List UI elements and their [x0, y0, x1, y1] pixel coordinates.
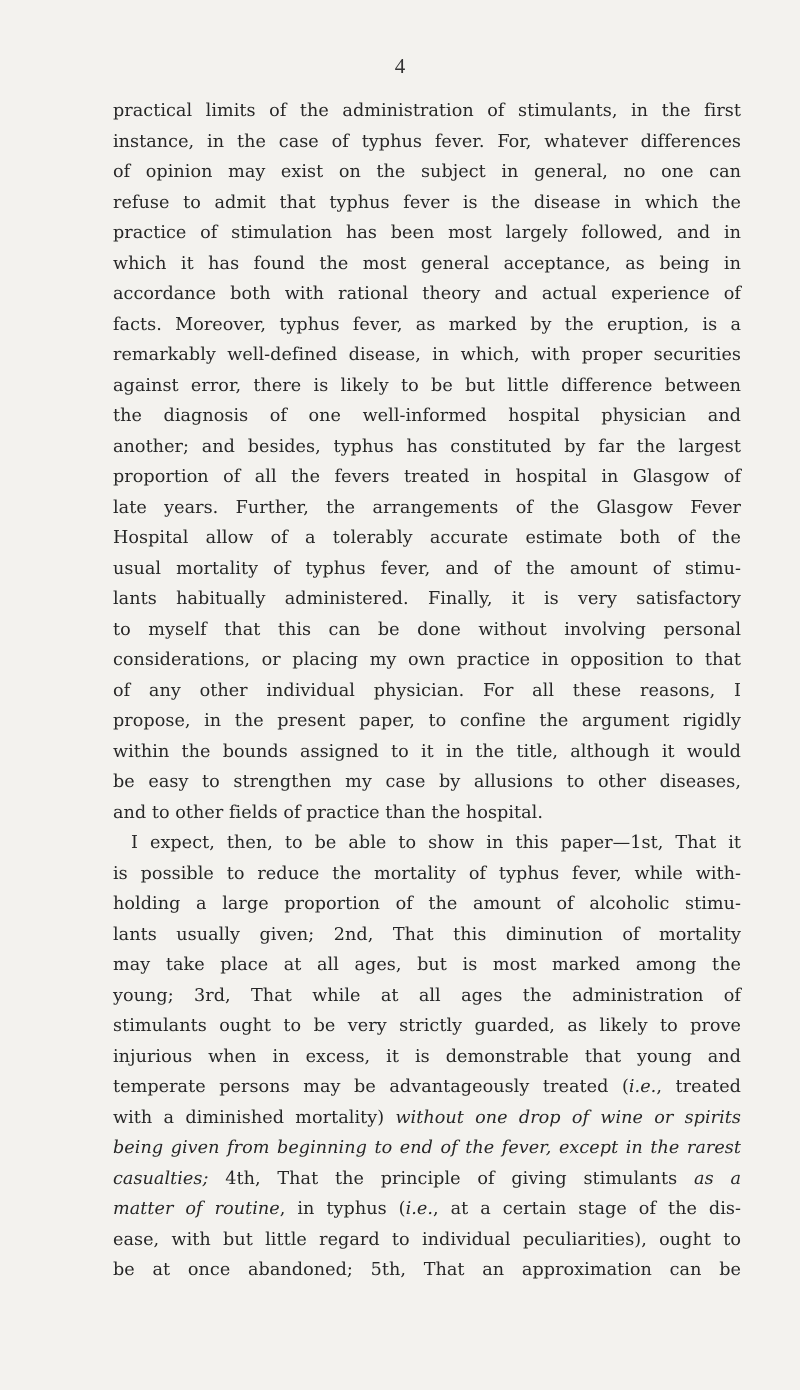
text-line: practice of stimulation has been most largely followed, and in: [113, 223, 741, 243]
text-line: remarkably well-defined disease, in which, with proper securities: [113, 345, 741, 365]
text-line: Hospital allow of a tolerably accurate estimate both of the: [113, 528, 741, 548]
text-run: , at a certain stage of the dis-: [433, 1199, 741, 1219]
text-line: to myself that this can be done without involving personal: [113, 619, 741, 640]
text-line: be easy to strengthen my case by allusions to other diseases,: [113, 772, 741, 792]
text-line: practical limits of the administration of stimulants, in the first: [113, 101, 741, 121]
italic-text-run: i.e.: [405, 1199, 433, 1219]
text-line: which it has found the most general acceptance, as being in: [113, 253, 741, 274]
italic-text-run: matter of routine: [113, 1199, 280, 1219]
text-run: with a diminished mortality): [113, 1107, 396, 1128]
text-line: proportion of all the fevers treated in hospital in Glasgow of: [113, 467, 741, 487]
text-line: instance, in the case of typhus fever. For, whatever differences: [113, 131, 741, 152]
text-line: lants habitually administered. Finally, it is very satisfactory: [113, 589, 741, 609]
text-run: temperate persons may be advantageously treated (: [113, 1077, 629, 1097]
text-line: [113, 1103, 741, 1134]
text-line: accordance both with rational theory and actual experience of: [113, 284, 741, 304]
text-line: [113, 1164, 741, 1195]
italic-text-run: as a: [694, 1168, 741, 1189]
text-run: 4th, That the principle of giving stimulants: [208, 1168, 695, 1189]
text-line: of any other individual physician. For all these reasons, I: [113, 680, 741, 701]
text-line: holding a large proportion of the amount of alcoholic stimu-: [113, 894, 741, 914]
body-text: [113, 96, 741, 1286]
italic-text-run: casualties;: [113, 1168, 209, 1189]
text-line: be at once abandoned; 5th, That an approximation can be: [113, 1260, 741, 1280]
text-line: late years. Further, the arrangements of the Glasgow Fever: [113, 497, 741, 518]
text-line: facts. Moreover, typhus fever, as marked by the eruption, is a: [113, 314, 741, 335]
text-line: usual mortality of typhus fever, and of the amount of stimu-: [113, 558, 741, 579]
text-line: ease, with but little regard to individual peculiarities), ought to: [113, 1229, 741, 1250]
text-line: [113, 1194, 741, 1225]
page-number: 4: [394, 54, 406, 78]
text-line: considerations, or placing my own practice in opposition to that: [113, 650, 741, 670]
text-line: may take place at all ages, but is most marked among the: [113, 955, 741, 975]
text-line: of opinion may exist on the subject in general, no one can: [113, 162, 741, 182]
text-line: another; and besides, typhus has constituted by far the largest: [113, 436, 741, 457]
italic-text-run: i.e.: [628, 1077, 657, 1097]
text-line: I expect, then, to be able to show in this paper—1st, That it: [131, 833, 741, 853]
text-line: propose, in the present paper, to confine the argument rigidly: [113, 711, 741, 731]
text-line: and to other fields of practice than the hospital.: [113, 802, 544, 823]
text-line: injurious when in excess, it is demonstrable that young and: [113, 1046, 741, 1067]
text-line: refuse to admit that typhus fever is the disease in which the: [113, 192, 741, 213]
text-run: , treated: [656, 1077, 741, 1097]
text-line: [113, 1072, 741, 1103]
text-line: lants usually given; 2nd, That this diminution of mortality: [113, 924, 741, 945]
text-line: within the bounds assigned to it in the title, although it would: [113, 741, 741, 762]
text-line: [113, 1133, 741, 1164]
text-line: stimulants ought to be very strictly guarded, as likely to prove: [113, 1016, 741, 1036]
text-run: , in typhus (: [279, 1199, 406, 1219]
italic-text-run: without one drop of wine or spirits: [395, 1107, 741, 1128]
text-line: is possible to reduce the mortality of typhus fever, while with-: [113, 863, 741, 884]
text-line: young; 3rd, That while at all ages the administration of: [113, 985, 741, 1006]
text-line: against error, there is likely to be but little difference between: [113, 375, 741, 396]
italic-text-run: being given from beginning to end of the fever, except in the rarest: [113, 1138, 741, 1158]
text-line: the diagnosis of one well-informed hospital physician and: [113, 406, 741, 426]
